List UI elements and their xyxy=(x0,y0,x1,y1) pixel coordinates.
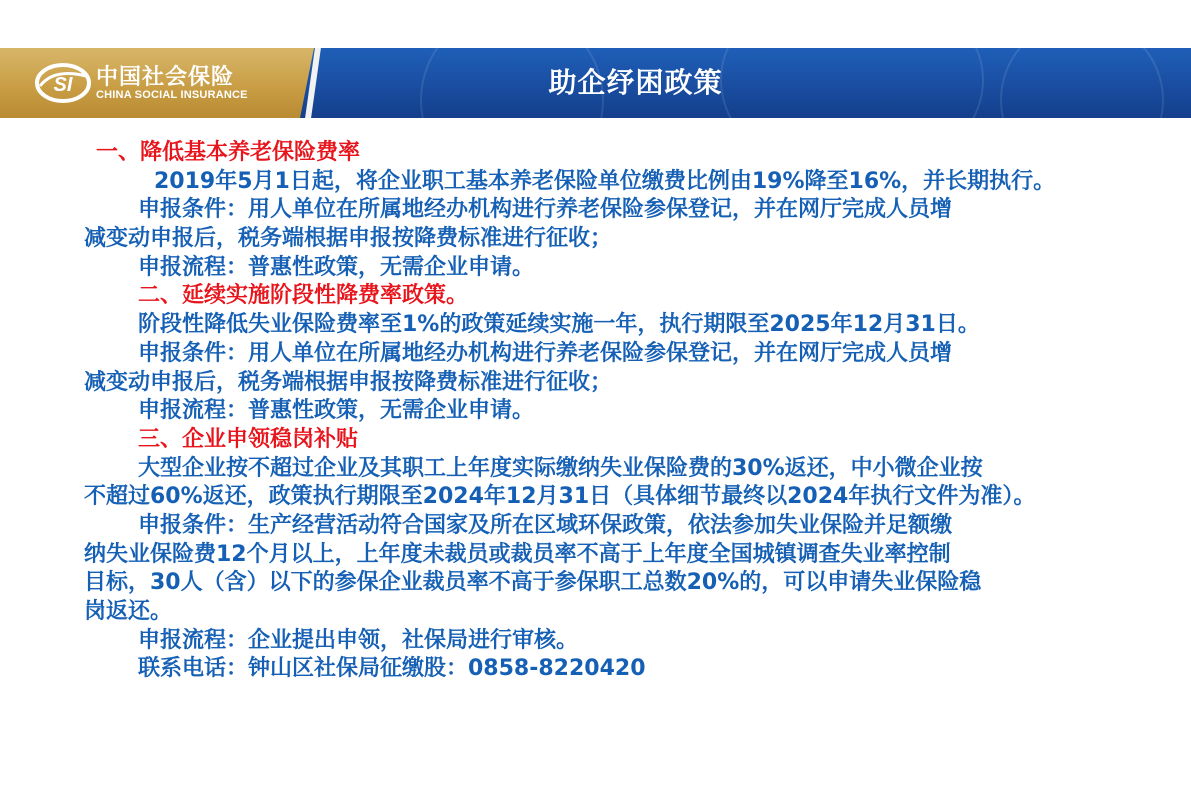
paragraph-line: 纳失业保险费12个月以上，上年度未裁员或裁员率不高于上年度全国城镇调查失业率控制 xyxy=(84,541,951,567)
paragraph-line: 减变动申报后，税务端根据申报按降费标准进行征收； xyxy=(84,369,613,395)
page-title: 助企纾困政策 xyxy=(548,66,723,99)
paragraph-line: 申报条件：生产经营活动符合国家及所在区域环保政策，依法参加失业保险并足额缴 xyxy=(138,512,953,538)
paragraph-line: 申报流程：企业提出申领，社保局进行审核。 xyxy=(138,627,579,653)
paragraph-line: 申报流程：普惠性政策，无需企业申请。 xyxy=(138,254,535,280)
policy-content xyxy=(84,139,1164,684)
paragraph-line: 申报条件：用人单位在所属地经办机构进行养老保险参保登记，并在网厅完成人员增 xyxy=(138,197,953,223)
logo-mark-text: SI xyxy=(53,74,73,96)
logo-chinese-name: 中国社会保险 xyxy=(96,64,235,90)
contact-phone-line: 联系电话：钟山区社保局征缴股：0858-8220420 xyxy=(138,656,646,682)
social-insurance-logo-icon xyxy=(34,62,92,104)
paragraph-line: 2019年5月1日起，将企业职工基本养老保险单位缴费比例由19%降至16%，并长期执行。 xyxy=(154,168,1056,194)
paragraph-line: 目标，30人（含）以下的参保企业裁员率不高于参保职工总数20%的，可以申请失业保险稳 xyxy=(84,570,982,596)
section-heading: 三、企业申领稳岗补贴 xyxy=(138,426,359,452)
logo-english-name: CHINA SOCIAL INSURANCE xyxy=(96,89,248,101)
section-heading: 一、降低基本养老保险费率 xyxy=(96,140,361,165)
header-banner xyxy=(0,48,1191,118)
paragraph-line: 申报流程：普惠性政策，无需企业申请。 xyxy=(138,398,535,424)
paragraph-line: 不超过60%返还，政策执行期限至2024年12月31日（具体细节最终以2024年执行文件为准）。 xyxy=(84,484,1036,510)
paragraph-line: 阶段性降低失业保险费率至1%的政策延续实施一年，执行期限至2025年12月31日。 xyxy=(138,312,980,338)
paragraph-line: 大型企业按不超过企业及其职工上年度实际缴纳失业保险费的30%返还，中小微企业按 xyxy=(138,455,983,481)
paragraph-line: 减变动申报后，税务端根据申报按降费标准进行征收； xyxy=(84,226,613,252)
paragraph-line: 申报条件：用人单位在所属地经办机构进行养老保险参保登记，并在网厅完成人员增 xyxy=(138,340,953,366)
section-heading: 二、延续实施阶段性降费率政策。 xyxy=(138,283,469,309)
paragraph-line: 岗返还。 xyxy=(84,599,173,624)
